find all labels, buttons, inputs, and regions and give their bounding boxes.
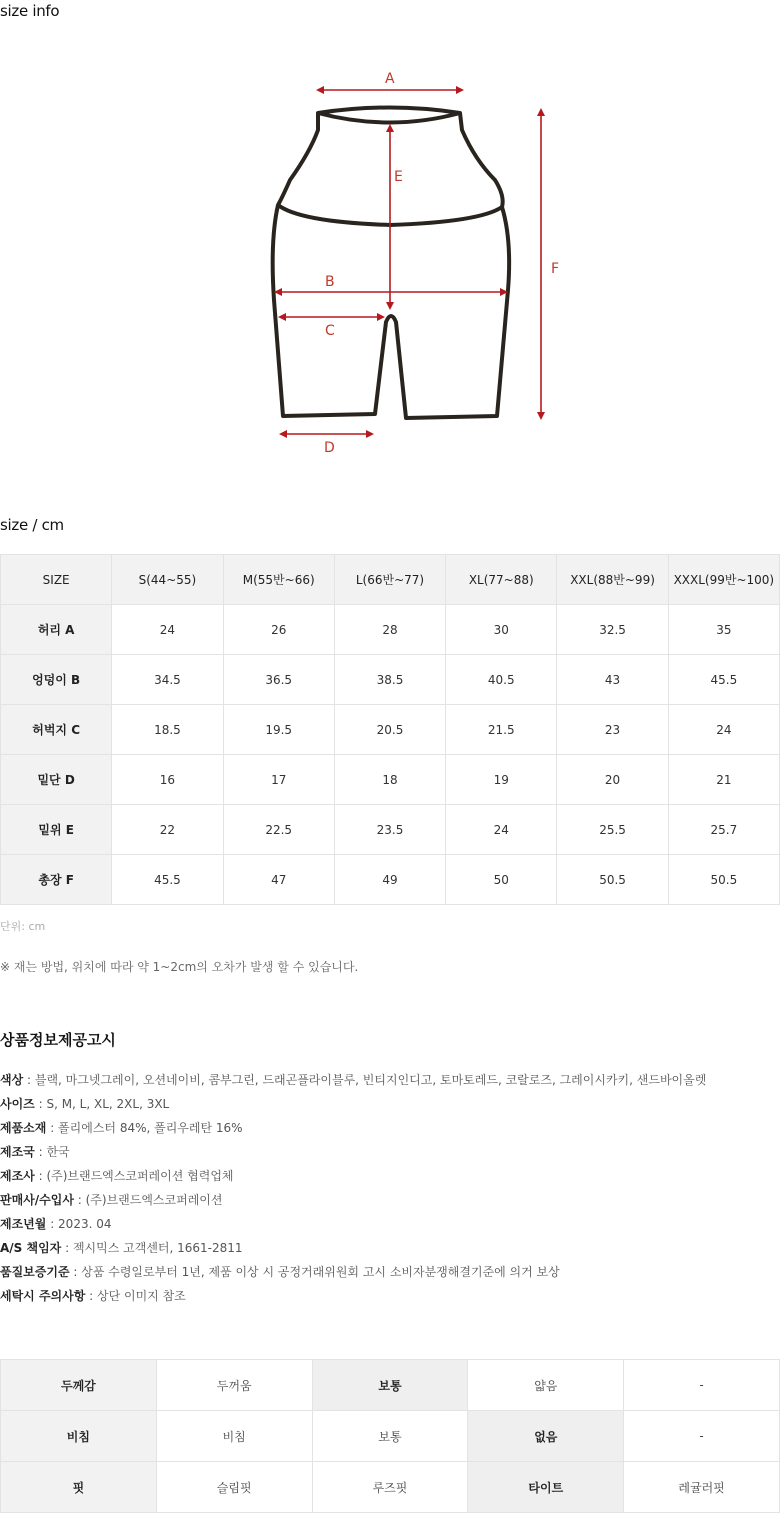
table-cell: 26 — [223, 605, 334, 655]
table-row — [1, 805, 780, 855]
table-row — [1, 655, 780, 705]
info-value: : (주)브랜드엑스코퍼레이션 협력업체 — [34, 1169, 234, 1183]
info-value: : 상단 이미지 참조 — [85, 1289, 186, 1303]
list-item — [0, 1118, 706, 1142]
info-value: : (주)브랜드엑스코퍼레이션 — [73, 1193, 223, 1207]
table-row — [1, 1411, 780, 1462]
header-cell: XXL(88반~99) — [557, 555, 668, 605]
header-cell: L(66반~77) — [334, 555, 445, 605]
table-cell: 16 — [112, 755, 223, 805]
shorts-outline — [273, 108, 509, 419]
list-item — [0, 1166, 706, 1190]
table-cell: 17 — [223, 755, 334, 805]
info-value: : 블랙, 마그넷그레이, 오션네이비, 콤부그린, 드래곤플라이블루, 빈티지인디고, 토마토레드, 코랄로즈, 그레이시카키, 샌드바이올렛 — [23, 1073, 707, 1087]
table-cell: 22 — [112, 805, 223, 855]
header-cell: XXXL(99반~100) — [668, 555, 779, 605]
info-key: 제조국 — [0, 1145, 35, 1159]
shorts-diagram-svg — [0, 60, 780, 460]
measurement-error-note: ※ 재는 방법, 위치에 따라 약 1~2cm의 오차가 발생 할 수 있습니다. — [0, 960, 359, 974]
list-item — [0, 1262, 706, 1286]
table-row — [1, 605, 780, 655]
table-cell: 49 — [334, 855, 445, 905]
table-cell: 36.5 — [223, 655, 334, 705]
table-row — [1, 1462, 780, 1513]
table-cell: 38.5 — [334, 655, 445, 705]
row-label: 총장 F — [1, 855, 112, 905]
info-value: : 젝시믹스 고객센터, 1661-2811 — [61, 1241, 243, 1255]
option-cell: 레귤러핏 — [624, 1462, 780, 1513]
title-size-cm: size / cm — [0, 516, 64, 534]
header-cell: SIZE — [1, 555, 112, 605]
table-cell: 23 — [557, 705, 668, 755]
row-label: 밑단 D — [1, 755, 112, 805]
table-cell: 28 — [334, 605, 445, 655]
table-row — [1, 755, 780, 805]
table-cell: 21 — [668, 755, 779, 805]
info-value: : 2023. 04 — [46, 1217, 112, 1231]
header-cell: XL(77~88) — [446, 555, 557, 605]
table-cell: 50.5 — [557, 855, 668, 905]
table-cell: 34.5 — [112, 655, 223, 705]
label-d: D — [324, 440, 335, 456]
table-cell: 23.5 — [334, 805, 445, 855]
label-a: A — [385, 71, 395, 87]
table-cell: 19 — [446, 755, 557, 805]
table-cell: 24 — [446, 805, 557, 855]
list-item — [0, 1286, 706, 1310]
table-row — [1, 855, 780, 905]
table-row — [1, 705, 780, 755]
row-label: 밑위 E — [1, 805, 112, 855]
info-value: : 한국 — [34, 1145, 70, 1159]
table-cell: 50.5 — [668, 855, 779, 905]
option-cell: 슬림핏 — [156, 1462, 312, 1513]
product-info-list — [0, 1070, 706, 1310]
option-cell: 없음 — [468, 1411, 624, 1462]
row-label: 엉덩이 B — [1, 655, 112, 705]
table-cell: 20.5 — [334, 705, 445, 755]
option-cell: 루즈핏 — [312, 1462, 468, 1513]
table-cell: 45.5 — [112, 855, 223, 905]
row-label: 비침 — [1, 1411, 157, 1462]
table-cell: 35 — [668, 605, 779, 655]
table-cell: 45.5 — [668, 655, 779, 705]
option-cell: 보통 — [312, 1411, 468, 1462]
info-key: 판매사/수입사 — [0, 1193, 74, 1207]
size-table-header — [1, 555, 780, 605]
table-cell: 30 — [446, 605, 557, 655]
row-label: 허벅지 C — [1, 705, 112, 755]
product-notice-title: 상품정보제공고시 — [0, 1031, 116, 1049]
info-value: : S, M, L, XL, 2XL, 3XL — [34, 1097, 170, 1111]
table-cell: 50 — [446, 855, 557, 905]
info-key: 사이즈 — [0, 1097, 35, 1111]
table-row — [1, 1360, 780, 1411]
table-cell: 25.5 — [557, 805, 668, 855]
info-key: 제조사 — [0, 1169, 35, 1183]
list-item — [0, 1094, 706, 1118]
table-cell: 22.5 — [223, 805, 334, 855]
table-cell: 25.7 — [668, 805, 779, 855]
list-item — [0, 1070, 706, 1094]
header-cell: M(55반~66) — [223, 555, 334, 605]
option-cell: 타이트 — [468, 1462, 624, 1513]
option-cell: 비침 — [156, 1411, 312, 1462]
list-item — [0, 1190, 706, 1214]
table-cell: 21.5 — [446, 705, 557, 755]
table-cell: 47 — [223, 855, 334, 905]
info-value: : 폴리에스터 84%, 폴리우레탄 16% — [46, 1121, 243, 1135]
info-key: A/S 책임자 — [0, 1241, 62, 1255]
row-label: 허리 A — [1, 605, 112, 655]
option-cell: 두꺼움 — [156, 1360, 312, 1411]
row-label: 핏 — [1, 1462, 157, 1513]
option-cell: - — [624, 1360, 780, 1411]
option-cell: - — [624, 1411, 780, 1462]
table-cell: 18 — [334, 755, 445, 805]
info-value: : 상품 수령일로부터 1년, 제품 이상 시 공정거래위원회 고시 소비자분쟁해결기준에 의거 보상 — [69, 1265, 560, 1279]
info-key: 품질보증기준 — [0, 1265, 70, 1279]
row-label: 두께감 — [1, 1360, 157, 1411]
table-cell: 24 — [112, 605, 223, 655]
label-c: C — [325, 323, 335, 339]
size-table — [0, 554, 780, 905]
option-cell: 보통 — [312, 1360, 468, 1411]
table-cell: 20 — [557, 755, 668, 805]
label-e: E — [394, 169, 403, 185]
info-key: 제품소재 — [0, 1121, 47, 1135]
option-cell: 얇음 — [468, 1360, 624, 1411]
header-cell: S(44~55) — [112, 555, 223, 605]
table-cell: 19.5 — [223, 705, 334, 755]
table-cell: 18.5 — [112, 705, 223, 755]
list-item — [0, 1142, 706, 1166]
info-key: 색상 — [0, 1073, 24, 1087]
title-size-info: size info — [0, 2, 60, 20]
info-key: 제조년월 — [0, 1217, 47, 1231]
table-cell: 24 — [668, 705, 779, 755]
list-item — [0, 1238, 706, 1262]
unit-note: 단위: cm — [0, 920, 46, 933]
label-f: F — [551, 261, 560, 277]
info-key: 세탁시 주의사항 — [0, 1289, 86, 1303]
table-cell: 43 — [557, 655, 668, 705]
table-cell: 40.5 — [446, 655, 557, 705]
table-cell: 32.5 — [557, 605, 668, 655]
size-diagram — [0, 60, 780, 460]
fabric-feel-table — [0, 1359, 780, 1513]
label-b: B — [325, 274, 335, 290]
list-item — [0, 1214, 706, 1238]
